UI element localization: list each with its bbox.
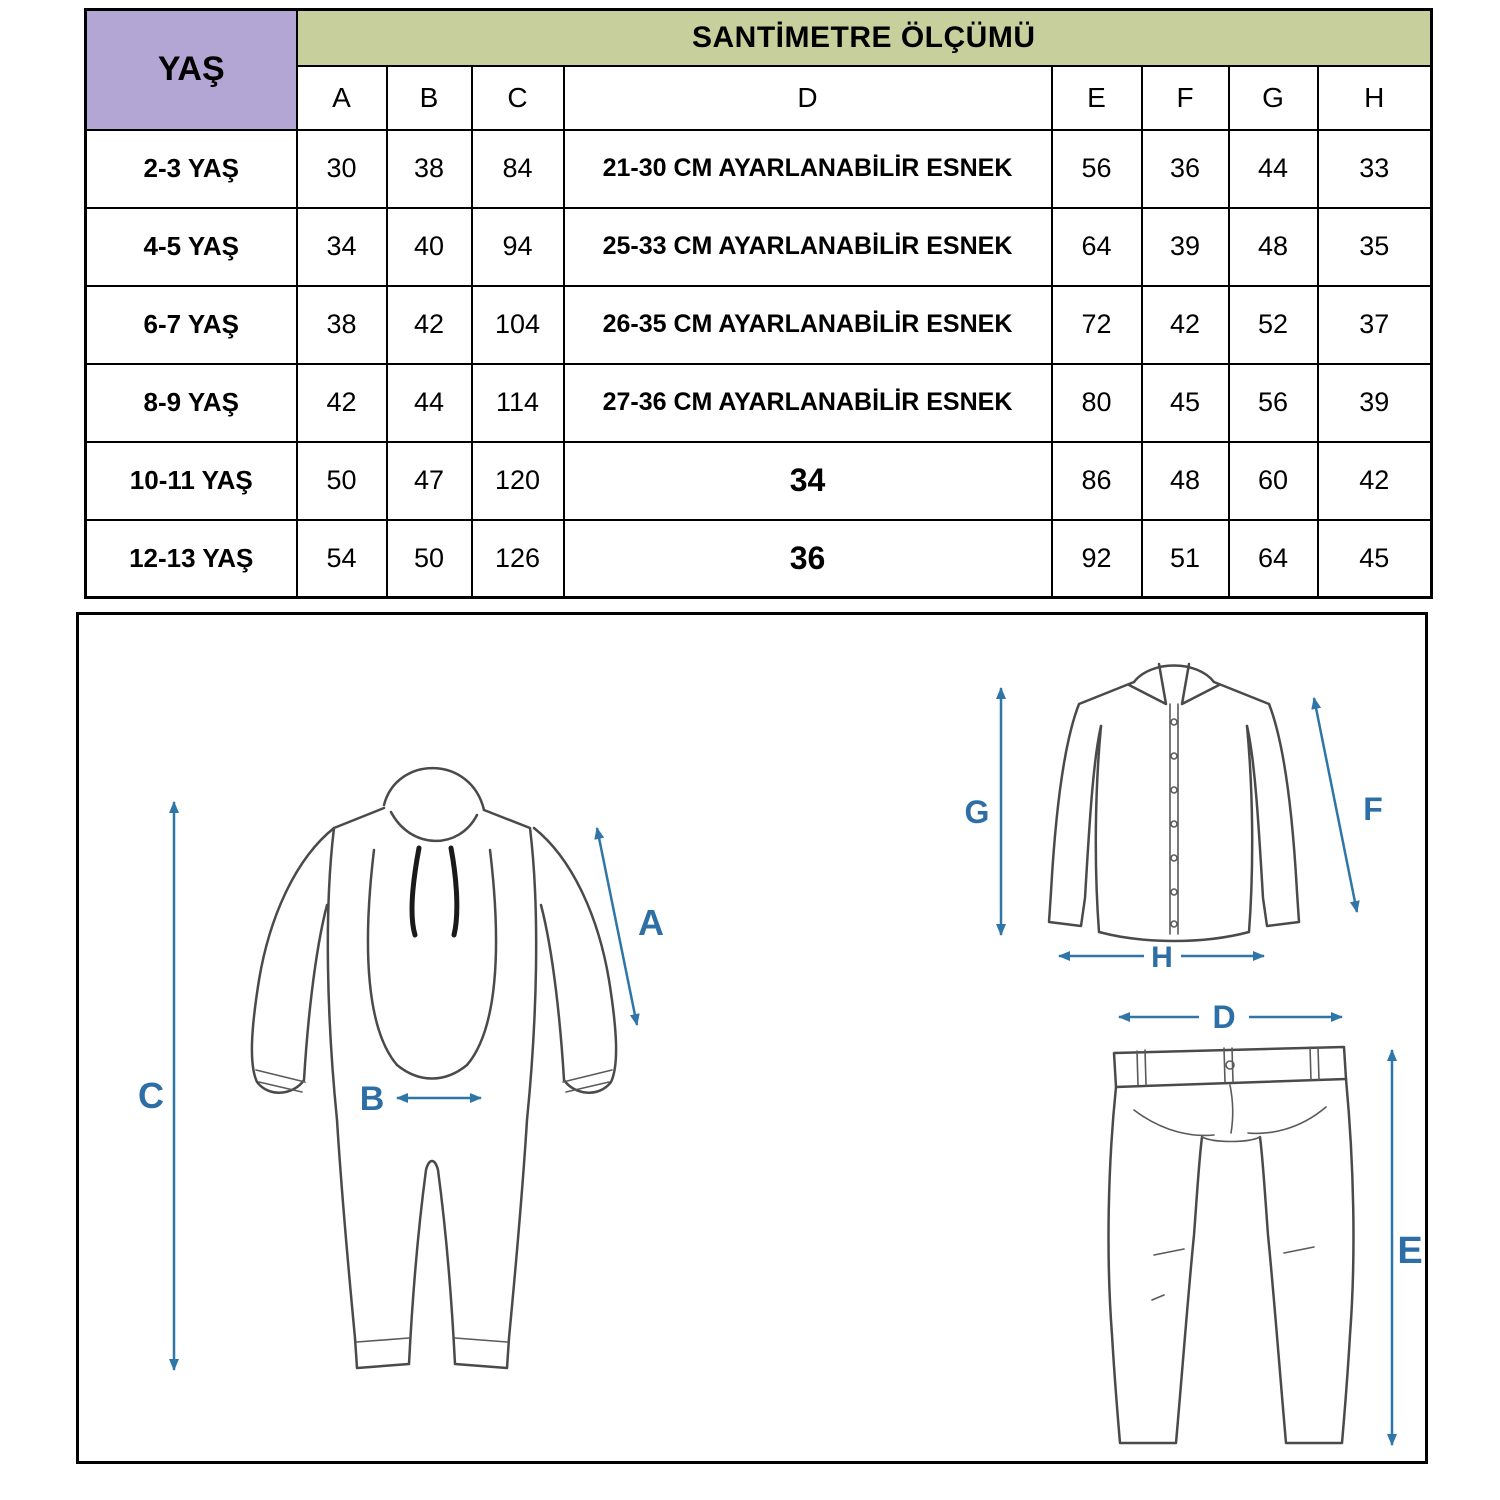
column-header-c: C (472, 66, 564, 130)
dimension-label-d: D (1212, 999, 1236, 1035)
onesie-diagram (129, 720, 669, 1410)
column-header-a: A (297, 66, 387, 130)
table-header-row-1 (86, 10, 1432, 66)
value-cell: 39 (1318, 364, 1432, 442)
age-cell: 2-3 YAŞ (86, 130, 297, 208)
value-cell: 114 (472, 364, 564, 442)
value-cell: 42 (387, 286, 472, 364)
table-row (86, 364, 1432, 442)
dimension-label-g: G (964, 794, 990, 830)
value-cell: 50 (297, 442, 387, 520)
value-cell-d: 34 (564, 442, 1052, 520)
value-cell: 48 (1142, 442, 1229, 520)
value-cell: 45 (1142, 364, 1229, 442)
value-cell: 44 (1229, 130, 1318, 208)
shirt-diagram (959, 640, 1389, 975)
measurement-diagram-box (76, 612, 1428, 1464)
age-cell: 12-13 YAŞ (86, 520, 297, 598)
dimension-label-f: F (1363, 791, 1383, 827)
value-cell: 48 (1229, 208, 1318, 286)
table-row (86, 208, 1432, 286)
pants-drawing (1109, 1047, 1354, 1443)
column-header-f: F (1142, 66, 1229, 130)
value-cell: 30 (297, 130, 387, 208)
size-table (84, 8, 1433, 599)
value-cell: 104 (472, 286, 564, 364)
value-cell: 84 (472, 130, 564, 208)
value-cell: 38 (297, 286, 387, 364)
value-cell-d: 36 (564, 520, 1052, 598)
value-cell-d: 27-36 CM AYARLANABİLİR ESNEK (564, 364, 1052, 442)
value-cell-d: 26-35 CM AYARLANABİLİR ESNEK (564, 286, 1052, 364)
value-cell: 120 (472, 442, 564, 520)
column-header-h: H (1318, 66, 1432, 130)
value-cell: 35 (1318, 208, 1432, 286)
value-cell: 36 (1142, 130, 1229, 208)
dimension-arrow-a (597, 828, 637, 1025)
value-cell: 34 (297, 208, 387, 286)
value-cell-d: 25-33 CM AYARLANABİLİR ESNEK (564, 208, 1052, 286)
dimension-label-c: C (138, 1075, 164, 1116)
age-column-header: YAŞ (86, 10, 297, 130)
column-header-e: E (1052, 66, 1142, 130)
value-cell: 80 (1052, 364, 1142, 442)
value-cell: 40 (387, 208, 472, 286)
dimension-label-a: A (638, 902, 664, 943)
column-header-b: B (387, 66, 472, 130)
age-cell: 10-11 YAŞ (86, 442, 297, 520)
value-cell: 39 (1142, 208, 1229, 286)
age-cell: 6-7 YAŞ (86, 286, 297, 364)
measurement-header: SANTİMETRE ÖLÇÜMÜ (297, 10, 1432, 66)
dimension-arrow-f (1314, 698, 1357, 912)
dimension-label-b: B (359, 1080, 385, 1118)
value-cell: 37 (1318, 286, 1432, 364)
age-cell: 4-5 YAŞ (86, 208, 297, 286)
value-cell: 94 (472, 208, 564, 286)
table-row (86, 520, 1432, 598)
value-cell: 64 (1052, 208, 1142, 286)
value-cell: 72 (1052, 286, 1142, 364)
value-cell: 42 (297, 364, 387, 442)
value-cell: 52 (1229, 286, 1318, 364)
value-cell: 47 (387, 442, 472, 520)
value-cell: 38 (387, 130, 472, 208)
pants-diagram (1034, 995, 1424, 1455)
dimension-label-h: H (1151, 941, 1173, 974)
age-cell: 8-9 YAŞ (86, 364, 297, 442)
value-cell: 56 (1229, 364, 1318, 442)
dimension-label-e: E (1397, 1230, 1423, 1272)
value-cell: 92 (1052, 520, 1142, 598)
table-row (86, 130, 1432, 208)
value-cell: 50 (387, 520, 472, 598)
value-cell: 42 (1142, 286, 1229, 364)
value-cell: 42 (1318, 442, 1432, 520)
value-cell: 51 (1142, 520, 1229, 598)
value-cell-d: 21-30 CM AYARLANABİLİR ESNEK (564, 130, 1052, 208)
value-cell: 54 (297, 520, 387, 598)
table-row (86, 442, 1432, 520)
value-cell: 64 (1229, 520, 1318, 598)
value-cell: 45 (1318, 520, 1432, 598)
column-header-d: D (564, 66, 1052, 130)
shirt-drawing (1049, 664, 1299, 941)
value-cell: 60 (1229, 442, 1318, 520)
onesie-drawing (252, 768, 616, 1368)
value-cell: 126 (472, 520, 564, 598)
value-cell: 44 (387, 364, 472, 442)
column-header-g: G (1229, 66, 1318, 130)
table-row (86, 286, 1432, 364)
value-cell: 33 (1318, 130, 1432, 208)
value-cell: 56 (1052, 130, 1142, 208)
value-cell: 86 (1052, 442, 1142, 520)
